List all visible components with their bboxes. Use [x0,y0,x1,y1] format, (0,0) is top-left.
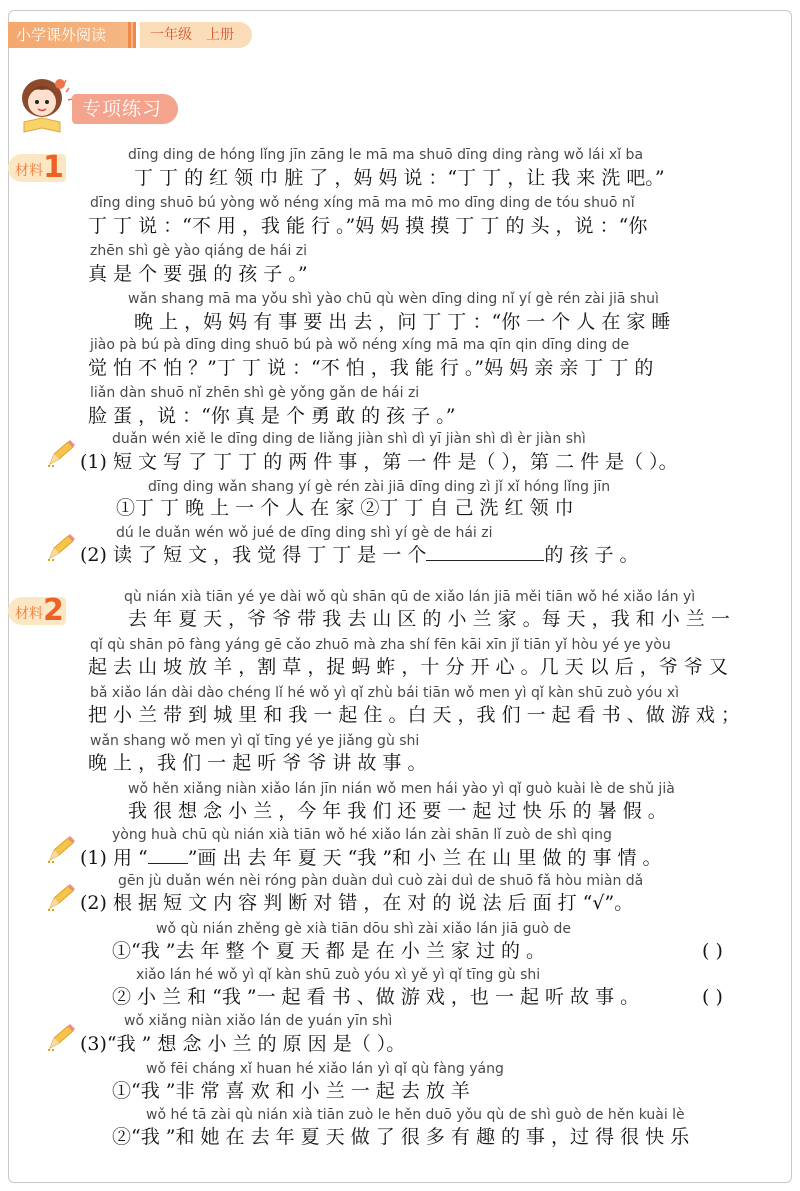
question-text: ”画 出 去 年 夏 天 “我 ”和 小 兰 在 山 里 做 的 事 情 。 [187,847,662,869]
question-pinyin: gēn jù duǎn wén nèi róng pàn duàn duì cuò zài duì de shuō fǎ hòu miàn dǎ [118,873,644,889]
series-title: 小学课外阅读 [8,22,136,48]
pinyin-line: dīng ding de hóng lǐng jīn zāng le mā ma shuō dīng ding ràng wǒ lái xǐ ba [128,147,644,163]
text-line: 起 去 山 坡 放 羊 ，割 草 ，捉 蚂 蚱 ，十 分 开 心 。几 天 以 后 ，爷 爷 又 [88,656,728,678]
material-1-badge [8,150,66,185]
pinyin-line: jiào pà bú pà dīng ding shuō bú pà wǒ néng xíng mā ma qīn qin dīng ding de [90,337,630,353]
pencil-icon [46,534,76,562]
pinyin-line: zhēn shì gè yào qiáng de hái zi [90,243,308,259]
statement-pinyin: wǒ qù nián zhěng gè xià tiān dōu shì zài xiǎo lán jiā guò de [156,921,572,937]
question-text: 的 孩 子 。 [544,544,639,566]
pencil-icon [46,836,76,864]
pencil-icon [46,1024,76,1052]
question-text: (2) 根 据 短 文 内 容 判 断 对 错 ，在 对 的 说 法 后 面 打 “√”。 [80,892,634,914]
material-number: 2 [43,593,64,628]
girl-reading-icon [14,72,74,136]
answer-parentheses[interactable]: ( ) [702,940,723,962]
material-label: 材料 [15,163,43,179]
fill-question [80,542,639,567]
option-text: ①“我 ”非 常 喜 欢 和 小 兰 一 起 去 放 羊 [112,1080,470,1102]
question-options: ①丁 丁 晚 上 一 个 人 在 家 ②丁 丁 自 己 洗 红 领 巾 [116,497,574,519]
question-text: (1) 短 文 写 了 丁 丁 的 两 件 事 ，第 一 件 是（ ），第 二 件 是（ ）。 [80,451,678,473]
text-line: 丁 丁 说 ：“不 用 ，我 能 行 。”妈 妈 摸 摸 丁 丁 的 头 ，说 ：“你 [88,215,648,237]
grade-label: 一年级 上册 [140,22,252,48]
text-line: 去 年 夏 天 ，爷 爷 带 我 去 山 区 的 小 兰 家 。每 天 ，我 和 小 兰 一 [128,608,730,630]
question-pinyin: duǎn wén xiě le dīng ding de liǎng jiàn shì dì yī jiàn shì dì èr jiàn shì [112,431,586,447]
question-pinyin: dú le duǎn wén wǒ jué de dīng ding shì yí gè de hái zi [116,525,493,541]
question-pinyin: yòng huà chū qù nián xià tiān wǒ hé xiǎo lán zài shān lǐ zuò de shì qing [112,827,612,843]
pinyin-line: dīng ding shuō bú yòng wǒ néng xíng mā ma mō mo dīng ding de tóu shuō nǐ [90,195,635,211]
text-line: 丁 丁 的 红 领 巾 脏 了 ，妈 妈 说 ：“丁 丁 ，让 我 来 洗 吧。” [134,167,665,189]
answer-blank[interactable] [426,542,544,561]
fill-question [80,845,662,870]
question-text: (1) 用 “ [80,847,148,869]
text-line: 脸 蛋 ，说 ：“你 真 是 个 勇 敢 的 孩 子 。” [88,405,456,427]
material-number: 1 [43,150,64,185]
material-label: 材料 [15,606,43,622]
pinyin-line: qǐ qù shān pō fàng yáng gē cǎo zhuō mà zha shí fēn kāi xīn jǐ tiān yǐ hòu yé ye yòu [90,637,671,653]
section-title: 专项练习 [72,94,178,124]
text-line: 晚 上 ，妈 妈 有 事 要 出 去 ，问 丁 丁 ：“你 一 个 人 在 家 睡 [134,311,671,333]
statement-text: ①“我 ”去 年 整 个 夏 天 都 是 在 小 兰 家 过 的 。 [112,940,546,962]
statement-pinyin: xiǎo lán hé wǒ yì qǐ kàn shū zuò yóu xì yě yì qǐ tīng gù shi [136,967,541,983]
question-text: (3)“我 ” 想 念 小 兰 的 原 因 是（ ）。 [80,1033,406,1055]
question-pinyin: wǒ xiǎng niàn xiǎo lán de yuán yīn shì [124,1013,393,1029]
text-line: 晚 上 ，我 们 一 起 听 爷 爷 讲 故 事 。 [88,752,427,774]
pinyin-line: qù nián xià tiān yé ye dài wǒ qù shān qū de xiǎo lán jiā měi tiān wǒ hé xiǎo lán yì [124,589,696,605]
text-line: 把 小 兰 带 到 城 里 和 我 一 起 住 。白 天 ，我 们 一 起 看 书 、做 游 戏 ； [88,704,740,726]
pencil-icon [46,884,76,912]
answer-parentheses[interactable]: ( ) [702,986,723,1008]
material-2-badge [8,593,66,628]
pinyin-line: liǎn dàn shuō nǐ zhēn shì gè yǒng gǎn de hái zi [90,385,420,401]
statement-text: ② 小 兰 和 “我 ”一 起 看 书 、做 游 戏 ，也 一 起 听 故 事 。 [112,986,640,1008]
pinyin-line: bǎ xiǎo lán dài dào chéng lǐ hé wǒ yì qǐ zhù bái tiān wǒ men yì qǐ kàn shū zuò yóu xì [90,685,680,701]
pencil-icon [46,440,76,468]
pinyin-line: wǎn shang wǒ men yì qǐ tīng yé ye jiǎng gù shi [90,733,420,749]
text-line: 我 很 想 念 小 兰 ，今 年 我 们 还 要 一 起 过 快 乐 的 暑 假 。 [128,800,667,822]
text-line: 觉 怕 不 怕 ？”丁 丁 说 ：“不 怕 ，我 能 行 。”妈 妈 亲 亲 丁 丁 的 [88,357,654,379]
option-pinyin: wǒ fēi cháng xǐ huan hé xiǎo lán yì qǐ qù fàng yáng [146,1061,504,1077]
underline-sample [148,845,188,864]
pinyin-line: wǎn shang mā ma yǒu shì yào chū qù wèn dīng ding nǐ yí gè rén zài jiā shuì [128,291,659,307]
pinyin-line: wǒ hěn xiǎng niàn xiǎo lán jīn nián wǒ men hái yào yì qǐ guò kuài lè de shǔ jià [128,781,675,797]
header-divider [128,22,140,48]
question-text: (2) 读 了 短 文 ，我 觉 得 丁 丁 是 一 个 [80,544,427,566]
option-pinyin: wǒ hé tā zài qù nián xià tiān zuò le hěn duō yǒu qù de shì guò de hěn kuài lè [146,1107,685,1123]
option-text: ②“我 ”和 她 在 去 年 夏 天 做 了 很 多 有 趣 的 事 ，过 得 很 快 乐 [112,1126,690,1148]
option-pinyin: dīng ding wǎn shang yí gè rén zài jiā dīng ding zì jǐ xǐ hóng lǐng jīn [148,479,611,495]
text-line: 真 是 个 要 强 的 孩 子 。” [88,263,308,285]
